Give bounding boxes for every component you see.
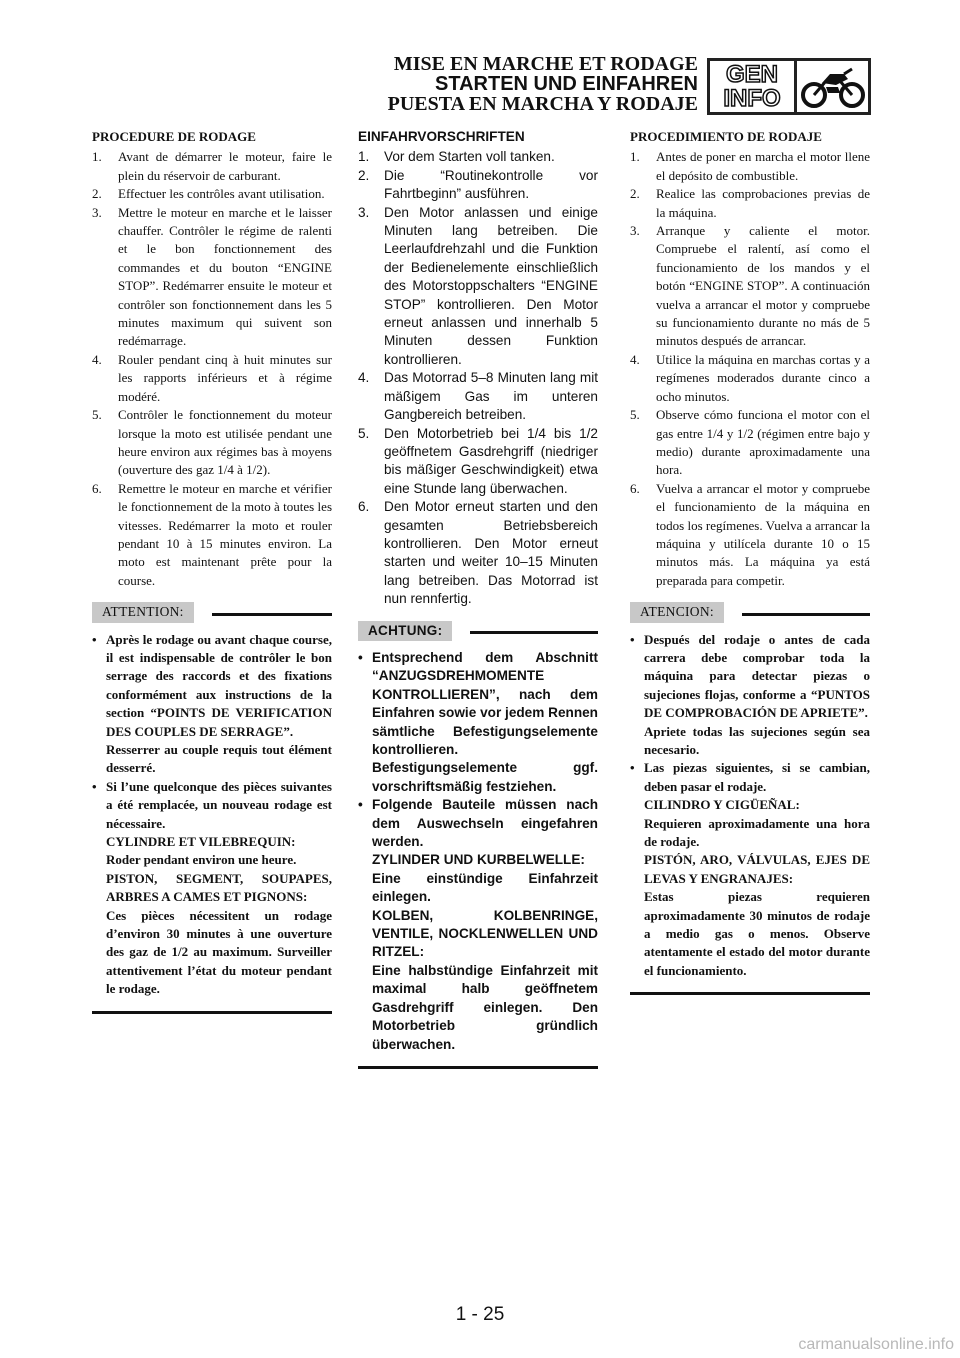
caution-box-de bbox=[358, 621, 598, 1069]
step-item bbox=[358, 498, 598, 608]
caution-end-rule bbox=[92, 1011, 332, 1014]
step-text: Rouler pendant cinq à huit minutes sur les rapports inférieurs et à régime modéré. bbox=[118, 351, 332, 404]
caution-label: ATTENTION: bbox=[92, 602, 194, 622]
step-text: Remettre le moteur en marche et vérifier le fonctionnement de la moto à toutes les vitesses. Redémarrer la moto et rouler pendant 10 à 15 minutes environ. La moto est maintenant prête pour la course. bbox=[118, 480, 332, 588]
step-text: Den Motorbetrieb bei 1/4 bis 1/2 geöffnetem Gasdrehgriff (niedriger bis mäßiger Geschwindigkeit) etwa eine Stunde lang überwachen. bbox=[384, 425, 598, 496]
step-number: 5. bbox=[630, 407, 640, 423]
step-number: 6. bbox=[630, 480, 640, 496]
step-text: Effectuer les contrôles avant utilisation. bbox=[118, 186, 325, 202]
step-number: 3. bbox=[358, 204, 370, 220]
steps-list-es bbox=[630, 148, 870, 590]
step-text: Antes de poner en marcha el motor llene el depósito de combustible. bbox=[656, 149, 870, 183]
step-item bbox=[92, 480, 332, 590]
caution-bullet bbox=[358, 796, 598, 1054]
procedure-title-fr: PROCEDURE DE RODAGE bbox=[92, 129, 256, 144]
step-item bbox=[630, 406, 870, 480]
step-number: 6. bbox=[358, 499, 370, 515]
step-number: 3. bbox=[92, 204, 102, 220]
step-text: Den Motor anlassen und einige Minuten lang betreiben. Die Leerlaufdrehzahl und die Funktion der Bedienelemente einschließlich des Motorstoppschalters “ENGINE STOP” kontrollieren. Den Motor erneut anlassen und innerhalb 5 Minuten dessen Funktion kontrollieren. bbox=[384, 204, 598, 367]
step-text: Realice las comprobaciones previas de la máquina. bbox=[656, 186, 870, 220]
step-number: 5. bbox=[358, 425, 370, 441]
step-number: 5. bbox=[92, 407, 102, 423]
step-item bbox=[630, 480, 870, 590]
caution-header bbox=[358, 621, 598, 641]
step-number: 2. bbox=[92, 186, 102, 202]
steps-list-de bbox=[358, 148, 598, 608]
column-french bbox=[92, 128, 332, 1014]
step-item bbox=[630, 351, 870, 406]
procedure-title-de: EINFAHRVORSCHRIFTEN bbox=[358, 129, 525, 144]
caution-rule bbox=[470, 631, 598, 634]
bullet-dot: • bbox=[92, 778, 97, 794]
caution-header bbox=[630, 602, 870, 622]
caution-bullet bbox=[630, 631, 870, 760]
step-item bbox=[358, 369, 598, 424]
step-text: Observe cómo funciona el motor con el gas entre 1/4 y 1/2 (régimen entre bajo y medio) durante aproximadamente una hora. bbox=[656, 407, 870, 478]
step-text: Das Motorrad 5–8 Minuten lang mit mäßigem Gas im unteren Gangbereich betreiben. bbox=[384, 370, 598, 423]
bullet-dot: • bbox=[358, 649, 363, 665]
step-text: Contrôler le fonctionnement du moteur lorsque la moto est utilisée pendant une heure environ aux régimes bas à moyens (ouverture des gaz 1/4 à 1/2). bbox=[118, 407, 332, 478]
step-number: 6. bbox=[92, 480, 102, 496]
step-number: 1. bbox=[630, 149, 640, 165]
step-item bbox=[358, 204, 598, 370]
step-item bbox=[630, 222, 870, 351]
step-number: 1. bbox=[358, 149, 370, 165]
caution-box-fr bbox=[92, 602, 332, 1014]
gen-info-badge bbox=[707, 58, 871, 115]
caution-rule bbox=[742, 613, 870, 616]
step-item bbox=[92, 148, 332, 185]
step-text: Arranque y caliente el motor. Compruebe el ralentí, así como el funcionamiento de los mandos y el botón “ENGINE STOP”. A continuación vuelva a arrancar el motor y compruebe su funcionamiento durante no más de 5 minutos después de arrancar. bbox=[656, 223, 870, 349]
step-number: 1. bbox=[92, 149, 102, 165]
badge-text-top: GEN bbox=[725, 60, 778, 88]
bullet-dot: • bbox=[358, 797, 363, 813]
step-item bbox=[358, 167, 598, 204]
step-item bbox=[92, 351, 332, 406]
caution-end-rule bbox=[630, 992, 870, 995]
bullet-dot: • bbox=[630, 631, 635, 647]
step-number: 2. bbox=[358, 167, 370, 183]
step-item bbox=[92, 204, 332, 351]
badge-text-bottom: INFO bbox=[723, 84, 781, 112]
step-item bbox=[358, 425, 598, 499]
step-item bbox=[630, 148, 870, 185]
step-item bbox=[92, 406, 332, 480]
bullet-text: Folgende Bauteile müssen nach dem Auswechseln eingefahren werden. ZYLINDER UND KURBELWELLE: Eine einstündige Einfahrzeit einlegen. KOLBEN, KOLBENRINGE, VENTILE, NOCKLENWELLEN UND RITZEL: Eine halbstündige Einfahrzeit mit maximal halb geöffnetem Gasdrehgriff einlegen. Den Motorbetrieb gründlich überwachen. bbox=[372, 797, 598, 1052]
step-item bbox=[358, 148, 598, 166]
header-title-de: STARTEN UND EINFAHREN bbox=[435, 73, 698, 95]
bullet-dot: • bbox=[630, 760, 635, 776]
step-text: Mettre le moteur en marche et le laisser chauffer. Contrôler le régime de ralenti et le bon fonctionnement des commandes et du bouton “ENGINE STOP”. Redémarrer ensuite le moteur et contrôler son fonctionnement dans les 5 minutes maximum qui suivent son redémarrage. bbox=[118, 204, 332, 349]
steps-list-fr bbox=[92, 148, 332, 590]
step-number: 4. bbox=[630, 351, 640, 367]
step-text: Utilice la máquina en marchas cortas y a regímenes moderados durante cinco a ocho minutos. bbox=[656, 351, 870, 404]
step-item bbox=[92, 185, 332, 203]
step-text: Vuelva a arrancar el motor y compruebe el funcionamiento de la máquina en todos los regímenes. Vuelva a arrancar la máquina y utilícela durante 10 o 15 minutos más. La máquina ya está preparada para competir. bbox=[656, 480, 870, 588]
step-number: 3. bbox=[630, 223, 640, 239]
watermark-footer: carmanualsonline.info bbox=[798, 1336, 954, 1353]
section-header bbox=[388, 54, 698, 114]
motorcycle-icon bbox=[797, 61, 868, 112]
step-text: Die “Routinekontrolle vor Fahrtbeginn” ausführen. bbox=[384, 167, 598, 202]
bullet-text: Si l’une quelconque des pièces suivantes a été remplacée, un nouveau rodage est nécessaire. CYLINDRE ET VILEBREQUIN: Roder pendant environ une heure. PISTON, SEGMENT, SOUPAPES, ARBRES A CAMES ET PIGNONS: Ces pièces nécessitent un rodage d’environ 30 minutes à une ouverture des gaz de 1/2 au maximum. Surveiller attentivement l’état du moteur pendant le rodage. bbox=[106, 778, 332, 997]
header-title-fr: MISE EN MARCHE ET RODAGE bbox=[393, 53, 698, 75]
step-item bbox=[630, 185, 870, 222]
step-text: Vor dem Starten voll tanken. bbox=[384, 149, 555, 165]
step-number: 2. bbox=[630, 186, 640, 202]
page-number: 1 - 25 bbox=[455, 1304, 505, 1325]
caution-bullet bbox=[630, 759, 870, 980]
column-spanish bbox=[630, 128, 870, 995]
step-number: 4. bbox=[92, 351, 102, 367]
header-title-es: PUESTA EN MARCHA Y RODAJE bbox=[387, 93, 698, 115]
caution-bullet bbox=[92, 778, 332, 999]
caution-header bbox=[92, 602, 332, 622]
bullet-text: Las piezas siguientes, si se cambian, deben pasar el rodaje. CILINDRO Y CIGÜEÑAL: Requieren aproximadamente una hora de rodaje. PISTÓN, ARO, VÁLVULAS, EJES DE LEVAS Y ENGRANAJES: Estas piezas requieren aproximadamente 30 minutos de rodaje a medio gas o menos. Observe atentamente el estado del motor durante el funcionamiento. bbox=[644, 760, 870, 978]
caution-end-rule bbox=[358, 1066, 598, 1069]
step-text: Den Motor erneut starten und den gesamten Betriebsbereich kontrollieren. Den Motor erneut starten und weiter 10–15 Minuten lang betreiben. Das Motorrad ist nun rennfertig. bbox=[384, 499, 598, 607]
caution-label: ACHTUNG: bbox=[358, 621, 452, 641]
step-number: 4. bbox=[358, 370, 370, 386]
procedure-title-es: PROCEDIMIENTO DE RODAJE bbox=[630, 129, 822, 144]
column-german bbox=[358, 128, 598, 1069]
bullet-dot: • bbox=[92, 631, 97, 647]
bullet-text: Después del rodaje o antes de cada carrera debe comprobar toda la máquina para detectar piezas o sujeciones flojas, conforme a “PUNTOS DE COMPROBACIÓN DE APRIETE”. Apriete todas las sujeciones según sea necesario. bbox=[644, 631, 870, 757]
caution-label: ATENCION: bbox=[630, 602, 724, 622]
badge-text bbox=[710, 61, 797, 112]
step-text: Avant de démarrer le moteur, faire le plein du réservoir de carburant. bbox=[118, 149, 332, 183]
caution-bullet bbox=[358, 649, 598, 796]
bullet-text: Entsprechend dem Abschnitt “ANZUGSDREHMOMENTE KONTROLLIEREN”, nach dem Einfahren sowie vor jedem Rennen sämtliche Befestigungselemente kontrollieren. Befestigungselemente ggf. vorschriftsmäßig festziehen. bbox=[372, 649, 598, 794]
caution-rule bbox=[212, 613, 332, 616]
caution-box-es bbox=[630, 602, 870, 995]
caution-bullet bbox=[92, 631, 332, 778]
bullet-text: Après le rodage ou avant chaque course, il est indispensable de contrôler le bon serrage des raccords et des fixations conformément aux instructions de la section “POINTS DE VERIFICATION DES COUPLES DE SERRAGE”. Resserrer au couple requis tout élément desserré. bbox=[106, 631, 332, 776]
